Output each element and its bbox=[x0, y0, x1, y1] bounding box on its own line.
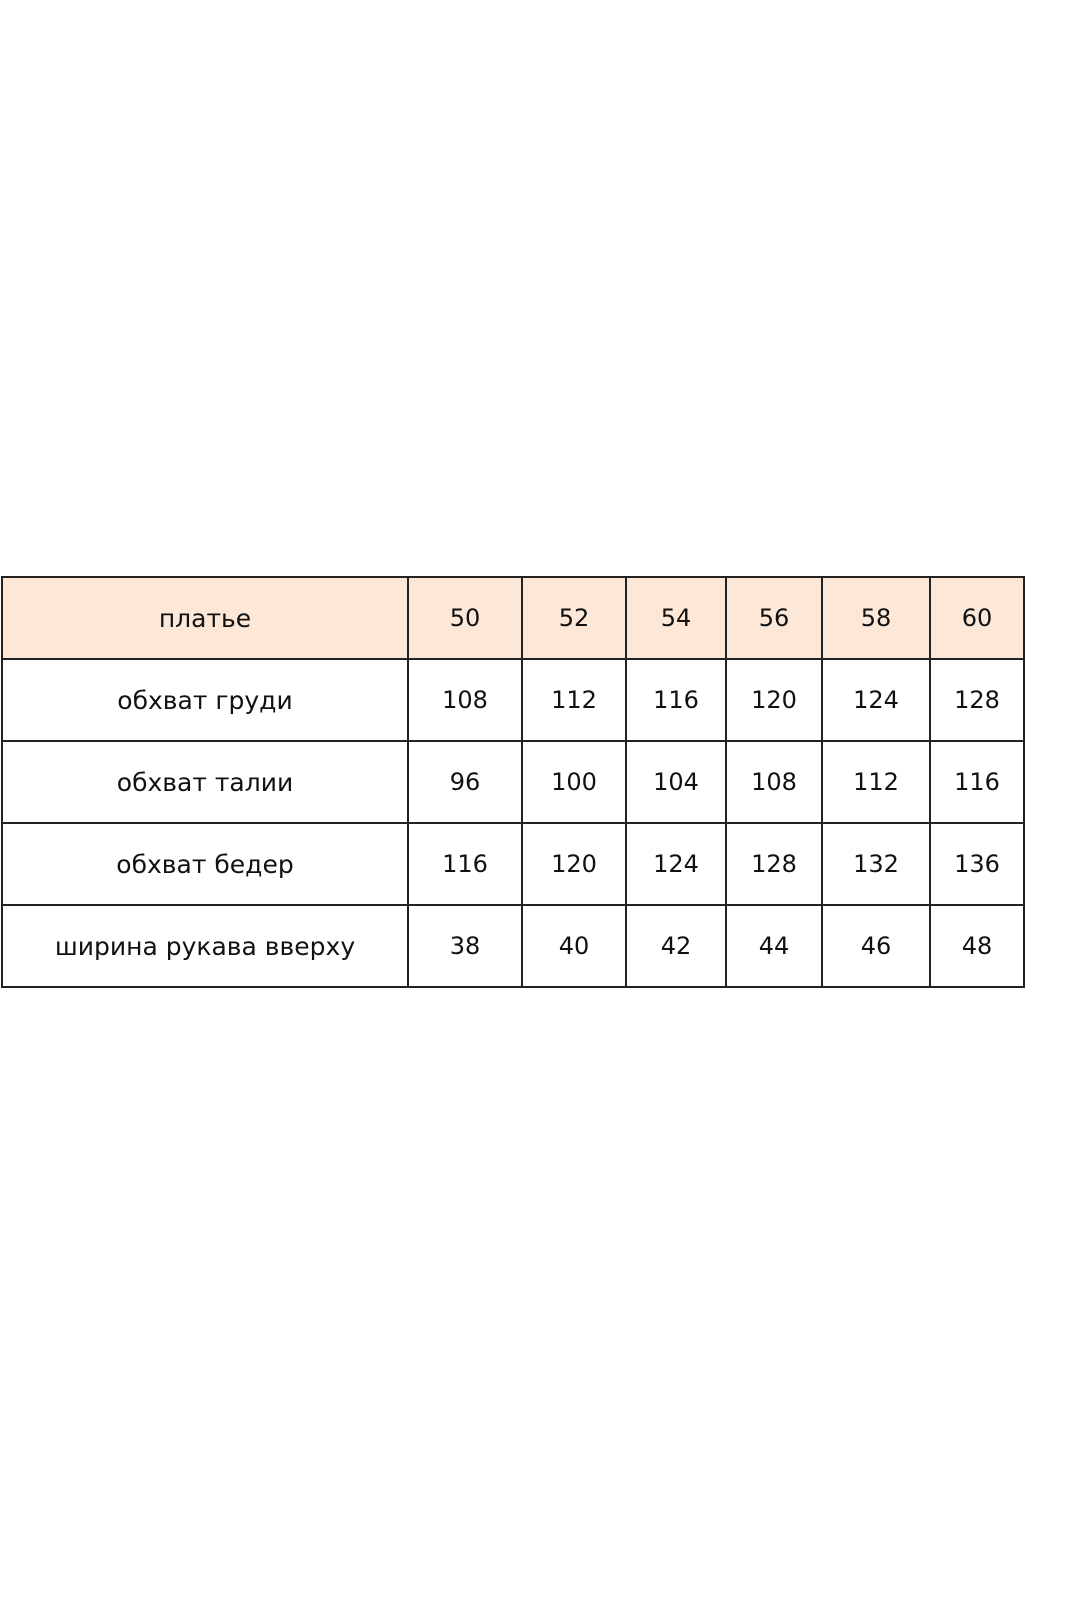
size-header-cell: 58 bbox=[822, 577, 930, 659]
table-row bbox=[2, 905, 1024, 987]
table-cell: 42 bbox=[626, 905, 726, 987]
table-cell: 132 bbox=[822, 823, 930, 905]
table-cell: 116 bbox=[408, 823, 522, 905]
table-row bbox=[2, 659, 1024, 741]
table-cell: 108 bbox=[726, 741, 822, 823]
size-header-cell: 54 bbox=[626, 577, 726, 659]
table-cell: 100 bbox=[522, 741, 626, 823]
table-cell: 120 bbox=[522, 823, 626, 905]
row-label: обхват талии bbox=[2, 741, 408, 823]
size-chart-table bbox=[1, 576, 1025, 988]
table-cell: 40 bbox=[522, 905, 626, 987]
header-label: платье bbox=[2, 577, 408, 659]
size-header-cell: 52 bbox=[522, 577, 626, 659]
table-cell: 124 bbox=[822, 659, 930, 741]
table-cell: 46 bbox=[822, 905, 930, 987]
row-label: ширина рукава вверху bbox=[2, 905, 408, 987]
table-cell: 112 bbox=[822, 741, 930, 823]
table-cell: 128 bbox=[930, 659, 1024, 741]
table-cell: 96 bbox=[408, 741, 522, 823]
table-cell: 44 bbox=[726, 905, 822, 987]
table-cell: 112 bbox=[522, 659, 626, 741]
size-header-cell: 56 bbox=[726, 577, 822, 659]
table-cell: 124 bbox=[626, 823, 726, 905]
table-cell: 128 bbox=[726, 823, 822, 905]
table-cell: 48 bbox=[930, 905, 1024, 987]
size-header-cell: 50 bbox=[408, 577, 522, 659]
table-cell: 108 bbox=[408, 659, 522, 741]
header-row bbox=[2, 577, 1024, 659]
table-cell: 116 bbox=[930, 741, 1024, 823]
table-cell: 120 bbox=[726, 659, 822, 741]
row-label: обхват бедер bbox=[2, 823, 408, 905]
table-cell: 38 bbox=[408, 905, 522, 987]
row-label: обхват груди bbox=[2, 659, 408, 741]
table-cell: 136 bbox=[930, 823, 1024, 905]
size-header-cell: 60 bbox=[930, 577, 1024, 659]
table-row bbox=[2, 823, 1024, 905]
table-cell: 104 bbox=[626, 741, 726, 823]
table-cell: 116 bbox=[626, 659, 726, 741]
table-row bbox=[2, 741, 1024, 823]
